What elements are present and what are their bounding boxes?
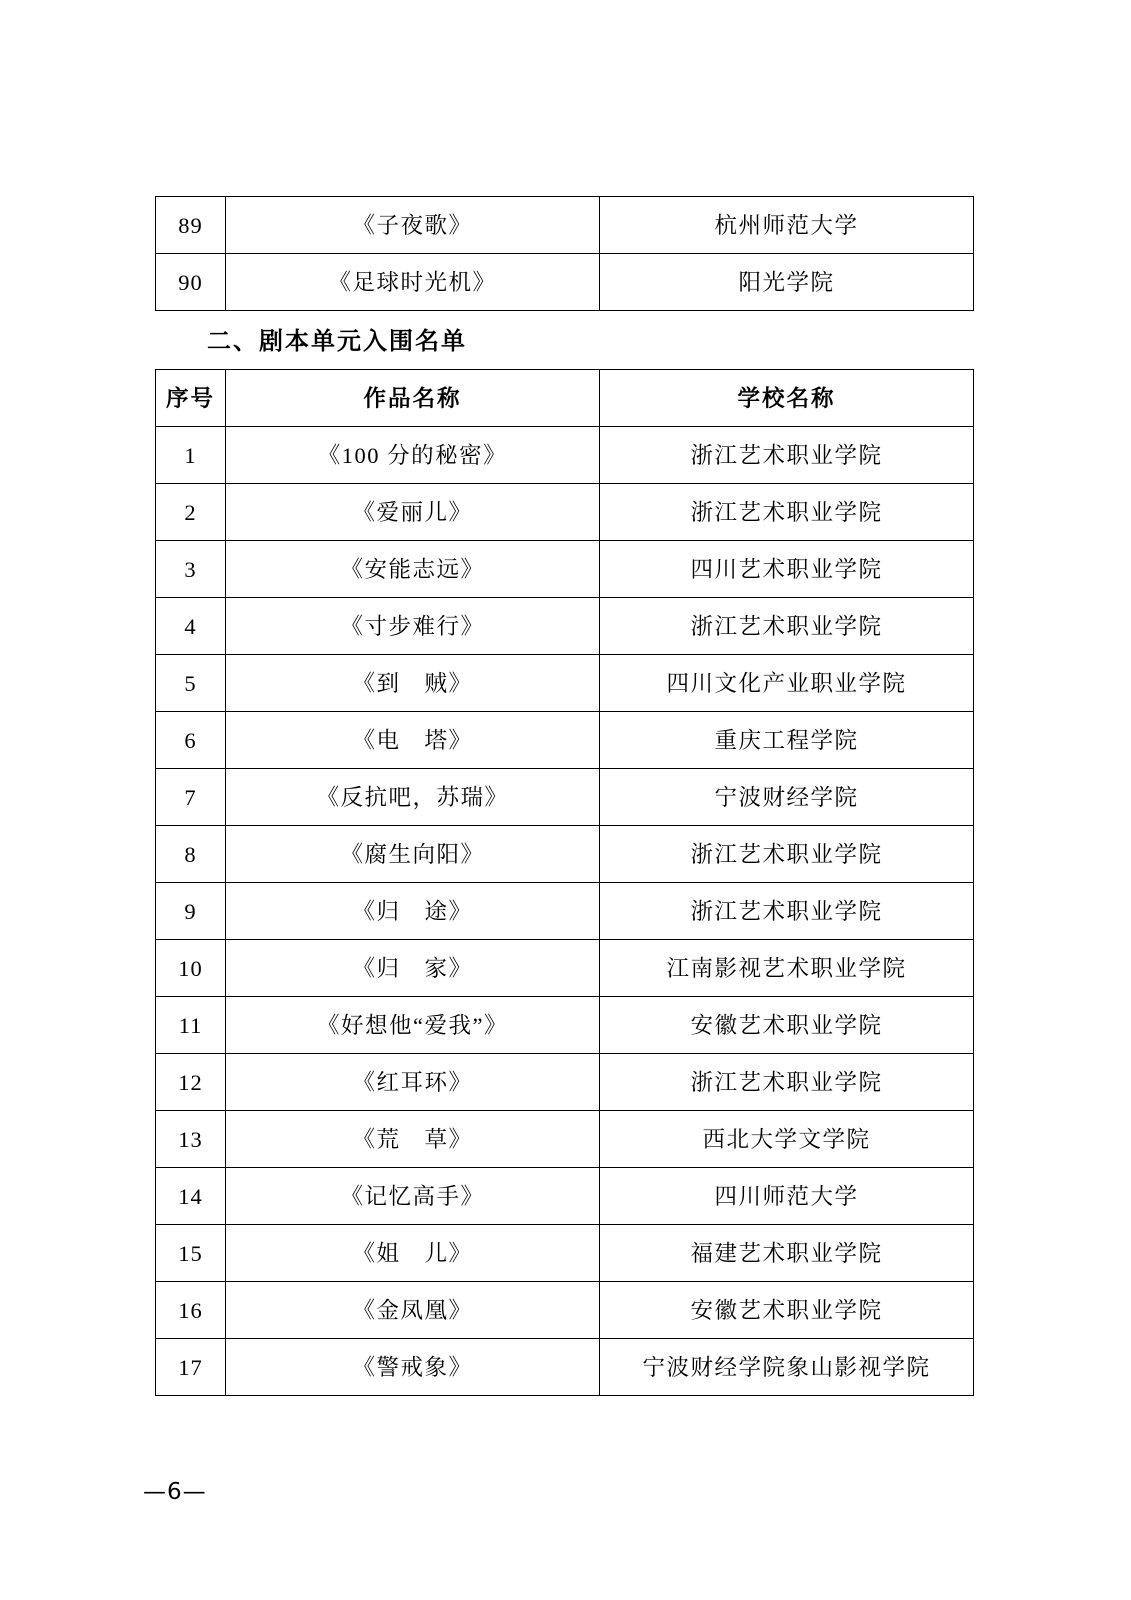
- row-school: 福建艺术职业学院: [600, 1225, 974, 1282]
- row-title: 《荒 草》: [226, 1111, 600, 1168]
- table-row: [156, 1054, 974, 1111]
- row-number: 89: [156, 197, 226, 254]
- row-title: 《好想他“爱我”》: [226, 997, 600, 1054]
- row-number: 12: [156, 1054, 226, 1111]
- row-number: 15: [156, 1225, 226, 1282]
- row-school: 浙江艺术职业学院: [600, 427, 974, 484]
- row-school: 杭州师范大学: [600, 197, 974, 254]
- row-number: 17: [156, 1339, 226, 1396]
- row-number: 7: [156, 769, 226, 826]
- continued-table-body: [156, 197, 974, 311]
- row-school: 安徽艺术职业学院: [600, 1282, 974, 1339]
- row-title: 《警戒象》: [226, 1339, 600, 1396]
- row-title: 《电 塔》: [226, 712, 600, 769]
- document-body: [155, 196, 973, 1396]
- section-heading: 二、剧本单元入围名单: [207, 327, 467, 355]
- table-row: [156, 197, 974, 254]
- row-school: 阳光学院: [600, 254, 974, 311]
- row-title: 《安能志远》: [226, 541, 600, 598]
- row-title: 《子夜歌》: [226, 197, 600, 254]
- row-school: 宁波财经学院: [600, 769, 974, 826]
- row-school: 宁波财经学院象山影视学院: [600, 1339, 974, 1396]
- row-title: 《爱丽儿》: [226, 484, 600, 541]
- script-unit-table-header: [156, 370, 974, 427]
- row-school: 浙江艺术职业学院: [600, 883, 974, 940]
- table-row: [156, 598, 974, 655]
- table-header-row: [156, 370, 974, 427]
- row-title: 《100 分的秘密》: [226, 427, 600, 484]
- row-school: 浙江艺术职业学院: [600, 598, 974, 655]
- continued-table: [155, 196, 974, 311]
- table-row: [156, 883, 974, 940]
- row-school: 浙江艺术职业学院: [600, 1054, 974, 1111]
- row-school: 重庆工程学院: [600, 712, 974, 769]
- row-number: 9: [156, 883, 226, 940]
- row-number: 90: [156, 254, 226, 311]
- row-school: 四川艺术职业学院: [600, 541, 974, 598]
- row-title: 《红耳环》: [226, 1054, 600, 1111]
- table-row: [156, 541, 974, 598]
- table-row: [156, 1282, 974, 1339]
- row-title: 《归 家》: [226, 940, 600, 997]
- row-number: 10: [156, 940, 226, 997]
- table-row: [156, 1168, 974, 1225]
- row-number: 5: [156, 655, 226, 712]
- row-number: 4: [156, 598, 226, 655]
- row-number: 3: [156, 541, 226, 598]
- table-row: [156, 712, 974, 769]
- table-row: [156, 940, 974, 997]
- row-title: 《到 贼》: [226, 655, 600, 712]
- script-unit-table-body: [156, 427, 974, 1396]
- row-number: 11: [156, 997, 226, 1054]
- row-school: 四川文化产业职业学院: [600, 655, 974, 712]
- column-header-number: 序号: [156, 370, 226, 427]
- row-number: 14: [156, 1168, 226, 1225]
- table-row: [156, 997, 974, 1054]
- table-row: [156, 1111, 974, 1168]
- column-header-title: 作品名称: [226, 370, 600, 427]
- table-row: [156, 254, 974, 311]
- row-school: 四川师范大学: [600, 1168, 974, 1225]
- row-title: 《反抗吧，苏瑞》: [226, 769, 600, 826]
- row-title: 《寸步难行》: [226, 598, 600, 655]
- column-header-school: 学校名称: [600, 370, 974, 427]
- table-row: [156, 826, 974, 883]
- row-title: 《姐 儿》: [226, 1225, 600, 1282]
- row-school: 江南影视艺术职业学院: [600, 940, 974, 997]
- row-title: 《腐生向阳》: [226, 826, 600, 883]
- row-title: 《足球时光机》: [226, 254, 600, 311]
- row-number: 1: [156, 427, 226, 484]
- row-school: 安徽艺术职业学院: [600, 997, 974, 1054]
- row-title: 《归 途》: [226, 883, 600, 940]
- row-title: 《金凤凰》: [226, 1282, 600, 1339]
- row-number: 2: [156, 484, 226, 541]
- page-number: —6—: [143, 1479, 207, 1505]
- table-row: [156, 427, 974, 484]
- row-number: 13: [156, 1111, 226, 1168]
- row-number: 6: [156, 712, 226, 769]
- row-school: 西北大学文学院: [600, 1111, 974, 1168]
- table-row: [156, 655, 974, 712]
- script-unit-table: [155, 369, 974, 1396]
- table-row: [156, 769, 974, 826]
- row-school: 浙江艺术职业学院: [600, 484, 974, 541]
- table-row: [156, 1225, 974, 1282]
- row-number: 16: [156, 1282, 226, 1339]
- row-title: 《记忆高手》: [226, 1168, 600, 1225]
- row-number: 8: [156, 826, 226, 883]
- table-row: [156, 1339, 974, 1396]
- table-row: [156, 484, 974, 541]
- row-school: 浙江艺术职业学院: [600, 826, 974, 883]
